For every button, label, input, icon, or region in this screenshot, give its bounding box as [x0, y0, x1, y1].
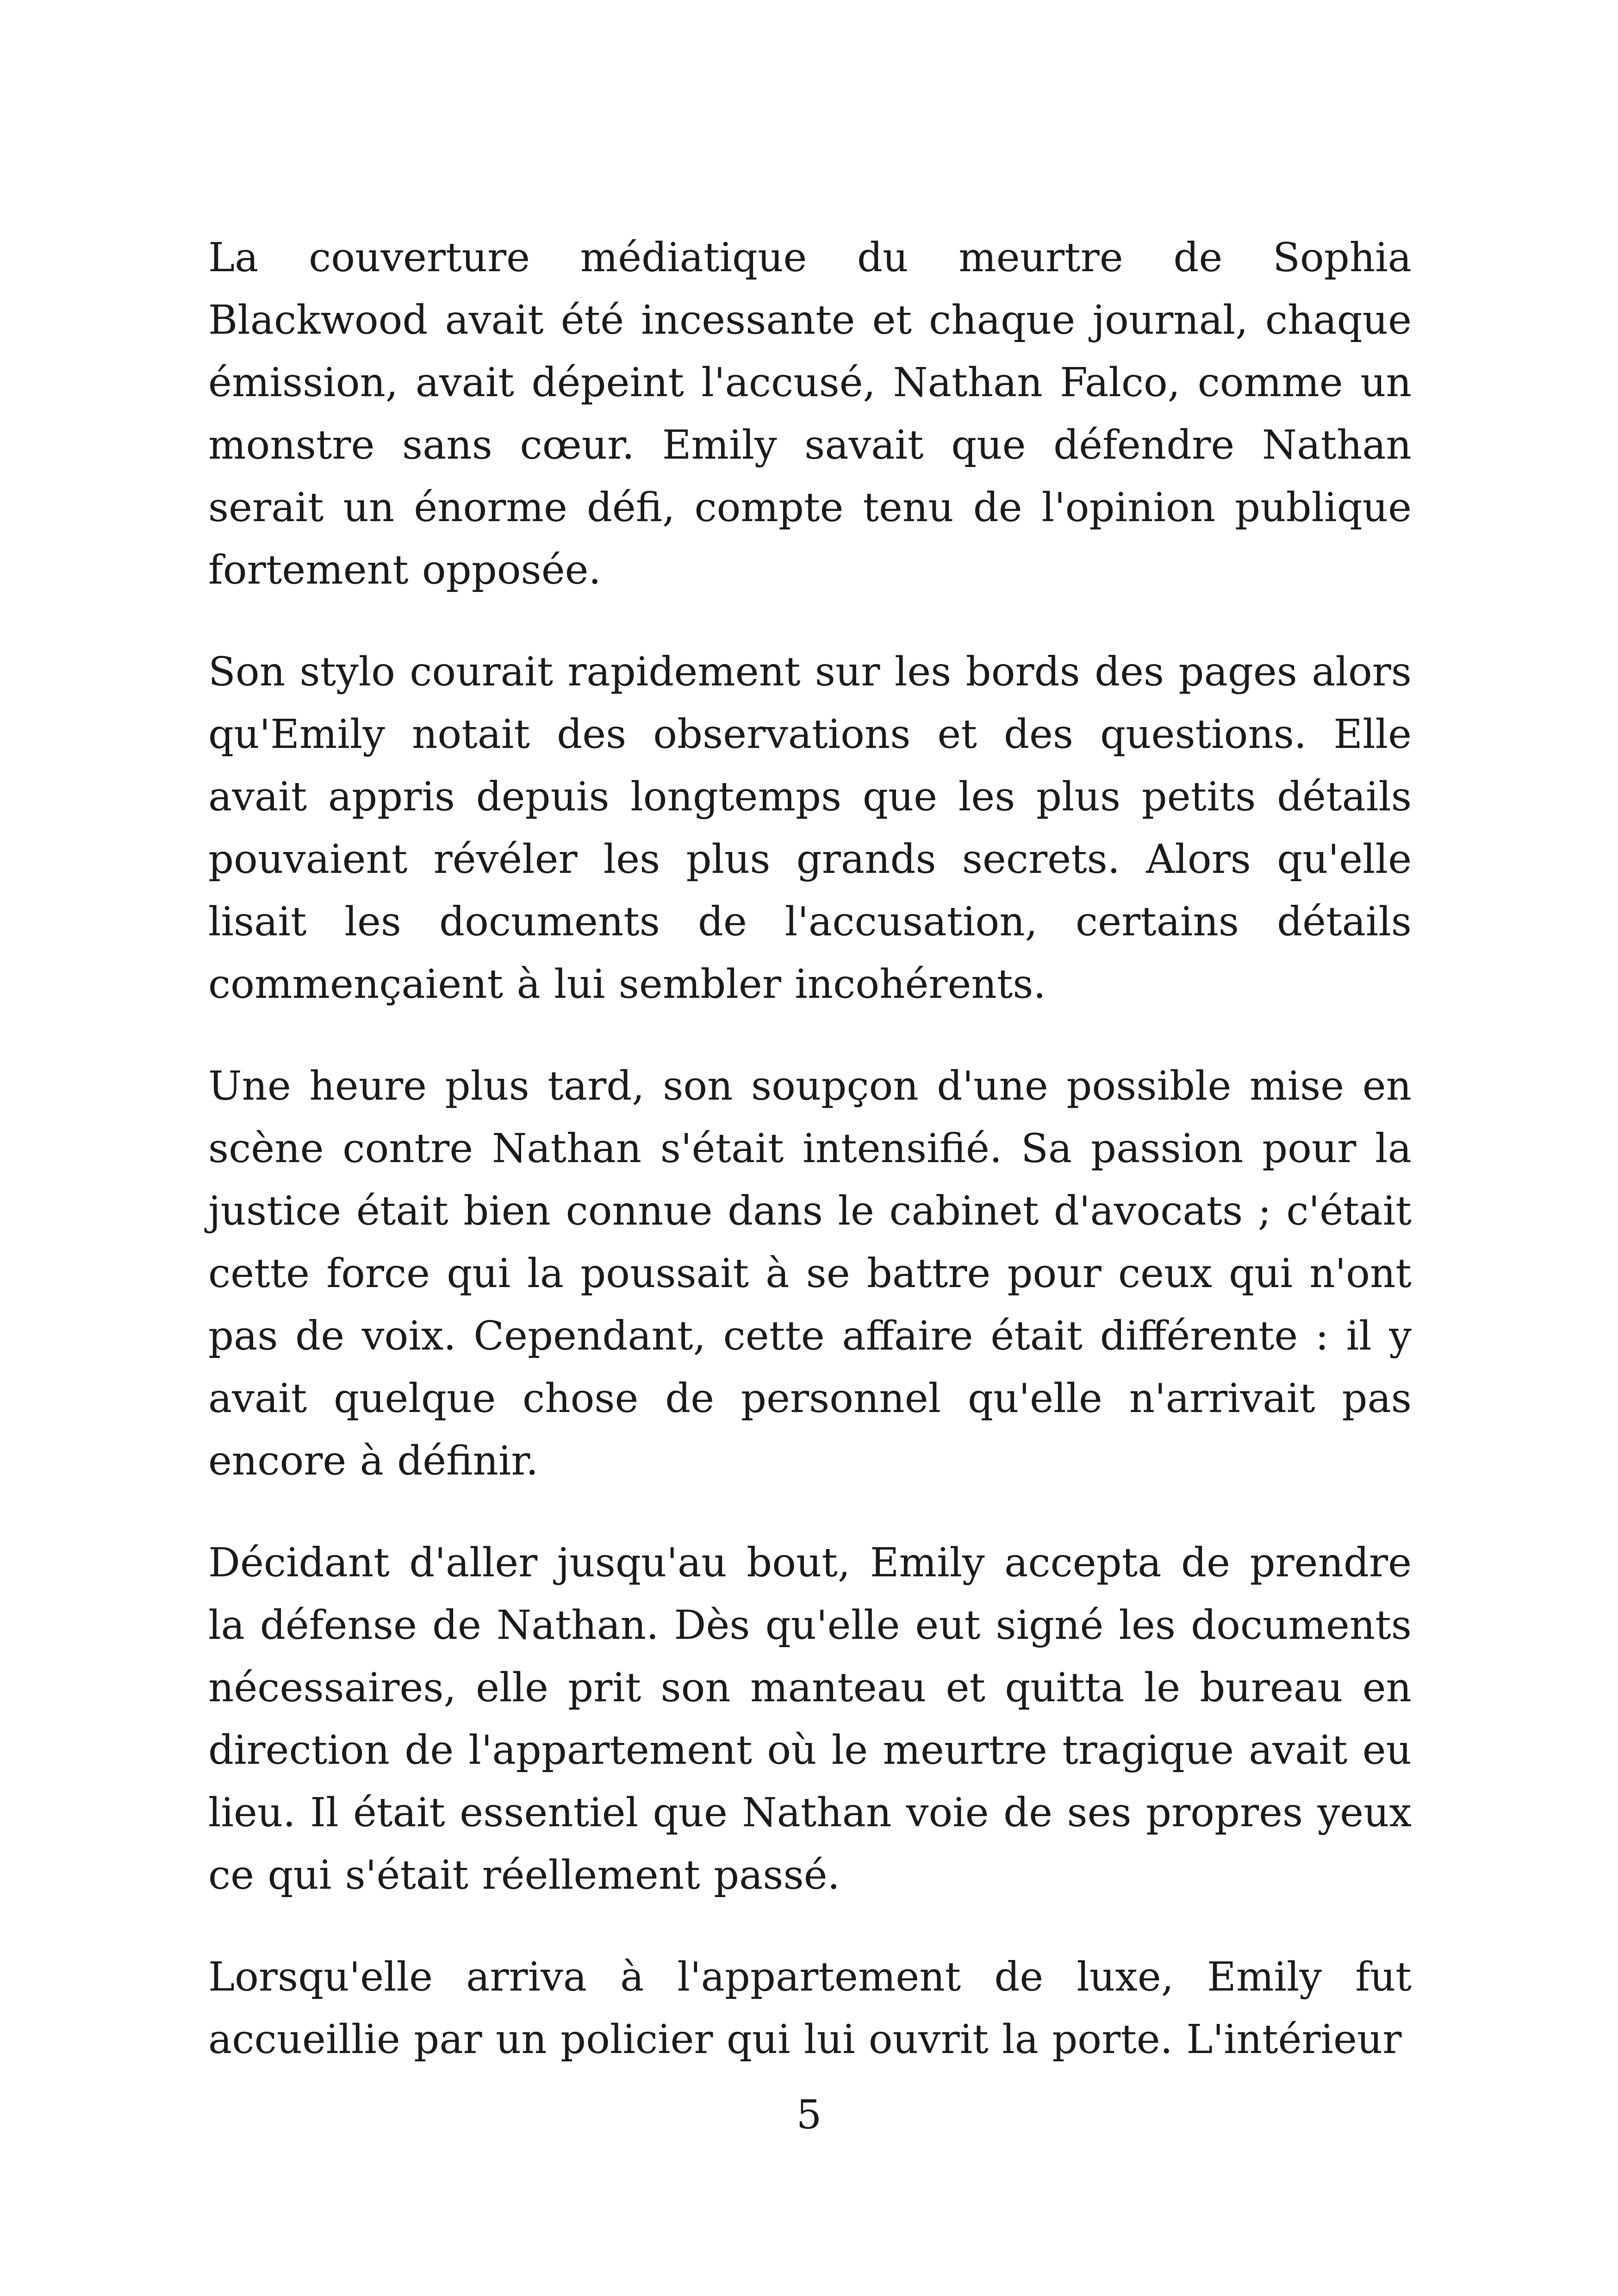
paragraph-2: Son stylo courait rapidement sur les bords des pages alors qu'Emily notait des observations et des questions. Elle avait appris depuis longtemps que les plus petits détails pouvaient révéler les plus grands secrets. Alors qu'elle lisait les documents de l'accusation, certains détails commençaient à lui sembler incohérents.	[208, 649, 1412, 1008]
page-number: 5	[796, 2092, 822, 2138]
paragraph-4: Décidant d'aller jusqu'au bout, Emily accepta de prendre la défense de Nathan. Dès qu'elle eut signé les documents nécessaires, elle prit son manteau et quitta le bureau en direction de l'appartement où le meurtre tragique avait eu lieu. Il était essentiel que Nathan voie de ses propres yeux ce qui s'était réellement passé.	[208, 1540, 1412, 1898]
paragraph-1: La couverture médiatique du meurtre de Sophia Blackwood avait été incessante et chaque journal, chaque émission, avait dépeint l'accusé, Nathan Falco, comme un monstre sans cœur. Emily savait que défendre Nathan serait un énorme défi, compte tenu de l'opinion publique fortement opposée.	[208, 235, 1412, 593]
paragraph-5: Lorsqu'elle arriva à l'appartement de luxe, Emily fut accueillie par un policier qui lui ouvrit la porte. L'intérieur	[208, 1954, 1412, 2063]
body-text	[208, 227, 1412, 2110]
paragraph-3: Une heure plus tard, son soupçon d'une possible mise en scène contre Nathan s'était intensifié. Sa passion pour la justice était bien connue dans le cabinet d'avocats ; c'était cette force qui la poussait à se battre pour ceux qui n'ont pas de voix. Cependant, cette affaire était différente : il y avait quelque chose de personnel qu'elle n'arrivait pas encore à définir.	[208, 1063, 1412, 1484]
